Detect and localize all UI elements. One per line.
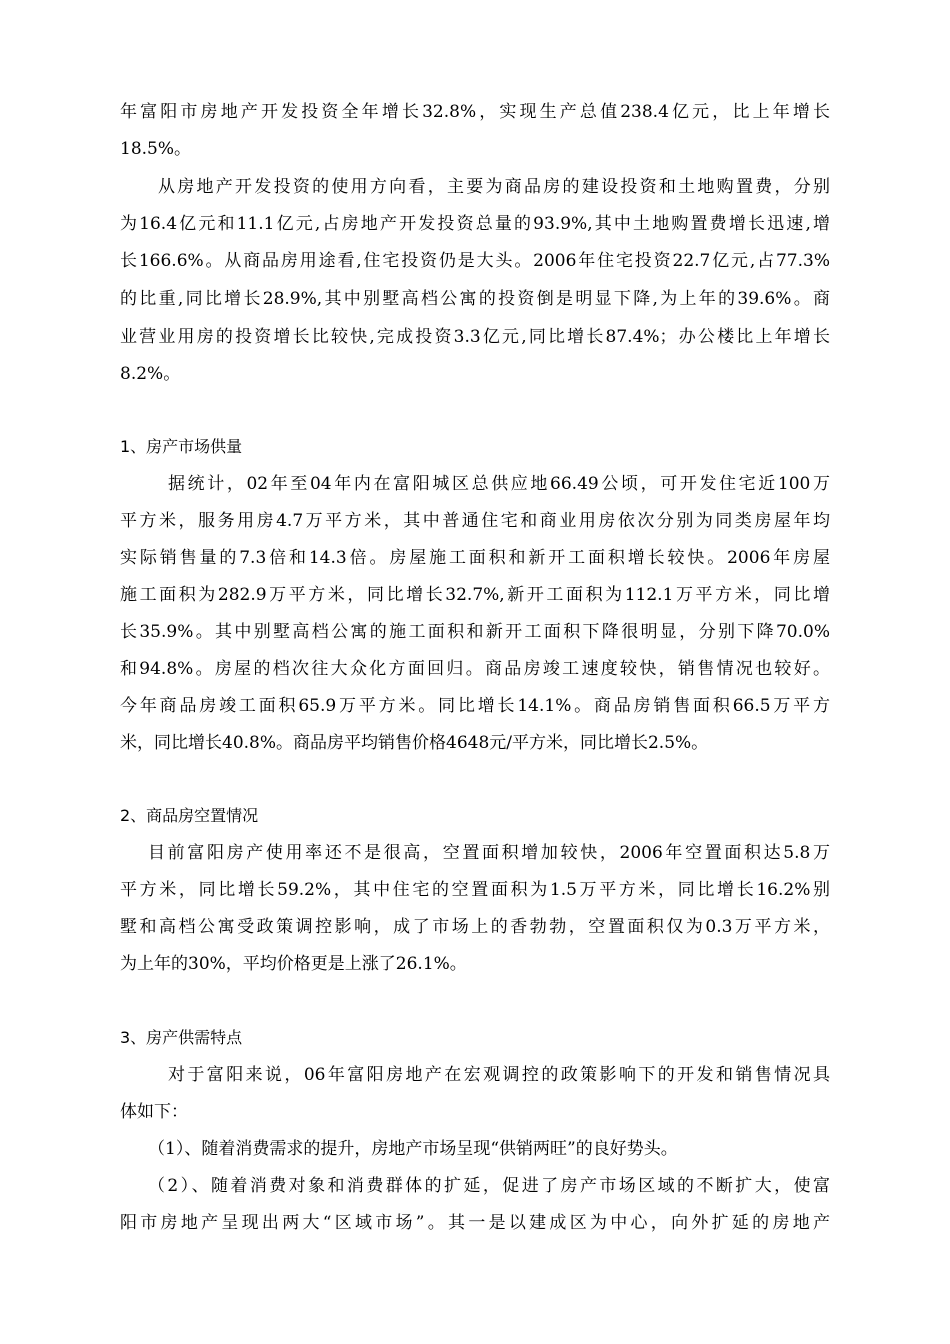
paragraph-line: 目前富阳房产使用率还不是很高，空置面积增加较快，2006年空置面积达5.8万 [148,843,830,863]
paragraph-line: 为上年的30%，平均价格更是上涨了26.1%。 [120,954,467,974]
paragraph-line: 平方米，服务用房4.7万平方米，其中普通住宅和商业用房依次分别为同类房屋年均 [120,511,830,531]
paragraph-line: 为16.4亿元和11.1亿元,占房地产开发投资总量的93.9%,其中土地购置费增长迅速,增 [120,214,830,234]
paragraph-line: 墅和高档公寓受政策调控影响，成了市场上的香勃勃，空置面积仅为0.3万平方米， [120,917,830,937]
paragraph-line: 长35.9%。其中别墅高档公寓的施工面积和新开工面积下降很明显，分别下降70.0% [120,622,830,642]
paragraph-line: 阳市房地产呈现出两大“区域市场”。其一是以建成区为中心，向外扩延的房地产 [120,1213,830,1233]
paragraph-line: （1）、随着消费需求的提升，房地产市场呈现“供销两旺”的良好势头。 [148,1139,678,1159]
paragraph-line: 长166.6%。从商品房用途看,住宅投资仍是大头。2006年住宅投资22.7亿元,占77.3% [120,251,830,271]
section-heading: 1、房产市场供量 [120,437,243,456]
paragraph-line: 和94.8%。房屋的档次往大众化方面回归。商品房竣工速度较快，销售情况也较好。 [120,659,830,679]
section-heading: 3、房产供需特点 [120,1028,243,1047]
paragraph-line: 从房地产开发投资的使用方向看，主要为商品房的建设投资和土地购置费，分别 [158,177,830,197]
paragraph-line: 平方米，同比增长59.2%，其中住宅的空置面积为1.5万平方米，同比增长16.2%别 [120,880,830,900]
paragraph-line: 实际销售量的7.3倍和14.3倍。房屋施工面积和新开工面积增长较快。2006年房屋 [120,548,830,568]
paragraph-line: 施工面积为282.9万平方米，同比增长32.7%,新开工面积为112.1万平方米，同比增 [120,585,830,605]
paragraph-line: 年富阳市房地产开发投资全年增长32.8%，实现生产总值238.4亿元，比上年增长 [120,102,830,122]
paragraph-line: 据统计，02年至04年内在富阳城区总供应地66.49公顷，可开发住宅近100万 [168,474,830,494]
paragraph-line: 18.5%。 [120,139,192,159]
paragraph-line: 的比重,同比增长28.9%,其中别墅高档公寓的投资倒是明显下降,为上年的39.6%。商 [120,289,830,309]
paragraph-line: 业营业用房的投资增长比较快,完成投资3.3亿元,同比增长87.4%；办公楼比上年增长 [120,327,830,347]
paragraph-line: 今年商品房竣工面积65.9万平方米。同比增长14.1%。商品房销售面积66.5万平方 [120,696,830,716]
paragraph-line: 8.2%。 [120,364,181,384]
paragraph-line: （2）、随着消费对象和消费群体的扩延，促进了房产市场区域的不断扩大，使富 [148,1176,830,1196]
paragraph-line: 对于富阳来说，06年富阳房地产在宏观调控的政策影响下的开发和销售情况具 [168,1065,830,1085]
paragraph-line: 米，同比增长40.8%。商品房平均销售价格4648元/平方米，同比增长2.5%。 [120,733,709,753]
section-heading: 2、商品房空置情况 [120,806,259,825]
paragraph-line: 体如下： [120,1102,188,1122]
